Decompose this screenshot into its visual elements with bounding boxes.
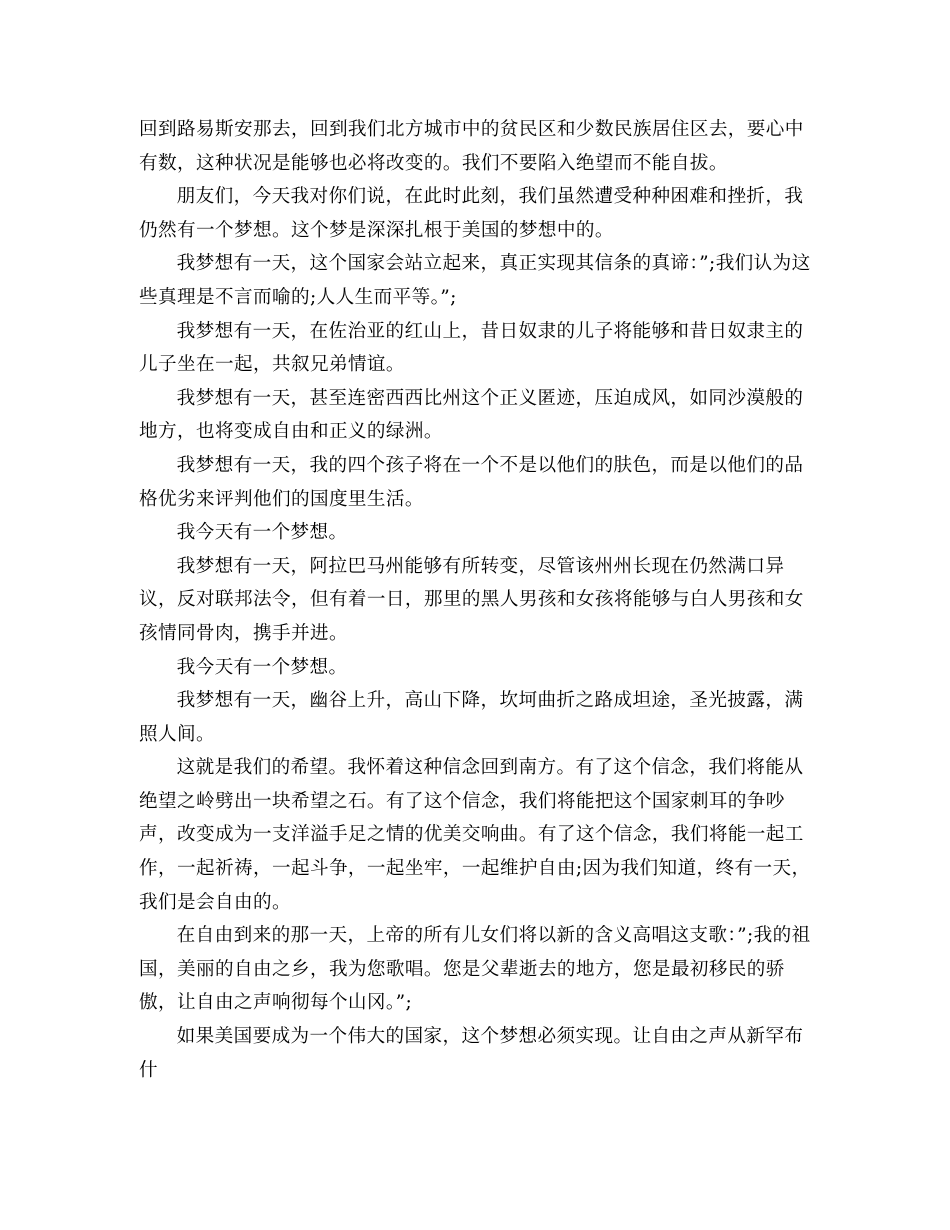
paragraph: 我今天有一个梦想。 [176, 522, 348, 544]
paragraph: 我梦想有一天，幽谷上升，高山下降，坎坷曲折之路成坦途，圣光披露，满照人间。 [139, 690, 804, 745]
paragraph: 我梦想有一天，甚至连密西西比州这个正义匿迹，压迫成风，如同沙漠般的地方，也将变成自由和正义的绿洲。 [139, 387, 804, 443]
paragraph: 这就是我们的希望。我怀着这种信念回到南方。有了这个信念，我们将能从绝望之岭劈出一块希望之石。有了这个信念，我们将能把这个国家刺耳的争吵声，改变成为一支洋溢手足之情的优美交响曲。有了这个信念，我们将能一起工作，一起祈祷，一起斗争，一起坐牢，一起维护自由;因为我们知道，终有一天，我们是会自由的。 [139, 757, 811, 913]
paragraph-continued: 回到路易斯安那去，回到我们北方城市中的贫民区和少数民族居住区去，要心中有数，这种状况是能够也必将改变的。我们不要陷入绝望而不能自拔。 [139, 119, 804, 174]
document-page [139, 113, 815, 1087]
paragraph: 朋友们，今天我对你们说，在此时此刻，我们虽然遭受种种困难和挫折，我仍然有一个梦想。这个梦是深深扎根于美国的梦想中的。 [139, 186, 804, 241]
paragraph: 我今天有一个梦想。 [176, 656, 348, 678]
paragraph: 如果美国要成为一个伟大的国家，这个梦想必须实现。让自由之声从新罕布什 [139, 1026, 804, 1081]
paragraph: 我梦想有一天，这个国家会站立起来，真正实现其信条的真谛：”;我们认为这些真理是不言而喻的;人人生而平等。”; [139, 253, 811, 308]
paragraph: 我梦想有一天，我的四个孩子将在一个不是以他们的肤色，而是以他们的品格优劣来评判他们的国度里生活。 [139, 454, 804, 510]
paragraph: 在自由到来的那一天，上帝的所有儿女们将以新的含义高唱这支歌：”;我的祖国，美丽的自由之乡，我为您歌唱。您是父辈逝去的地方，您是最初移民的骄傲，让自由之声响彻每个山冈。”; [139, 925, 811, 1014]
paragraph: 我梦想有一天，在佐治亚的红山上，昔日奴隶的儿子将能够和昔日奴隶主的儿子坐在一起，共叙兄弟情谊。 [139, 320, 804, 376]
paragraph: 我梦想有一天，阿拉巴马州能够有所转变，尽管该州州长现在仍然满口异议，反对联邦法令，但有着一日，那里的黑人男孩和女孩将能够与白人男孩和女孩情同骨肉，携手并进。 [139, 555, 804, 644]
